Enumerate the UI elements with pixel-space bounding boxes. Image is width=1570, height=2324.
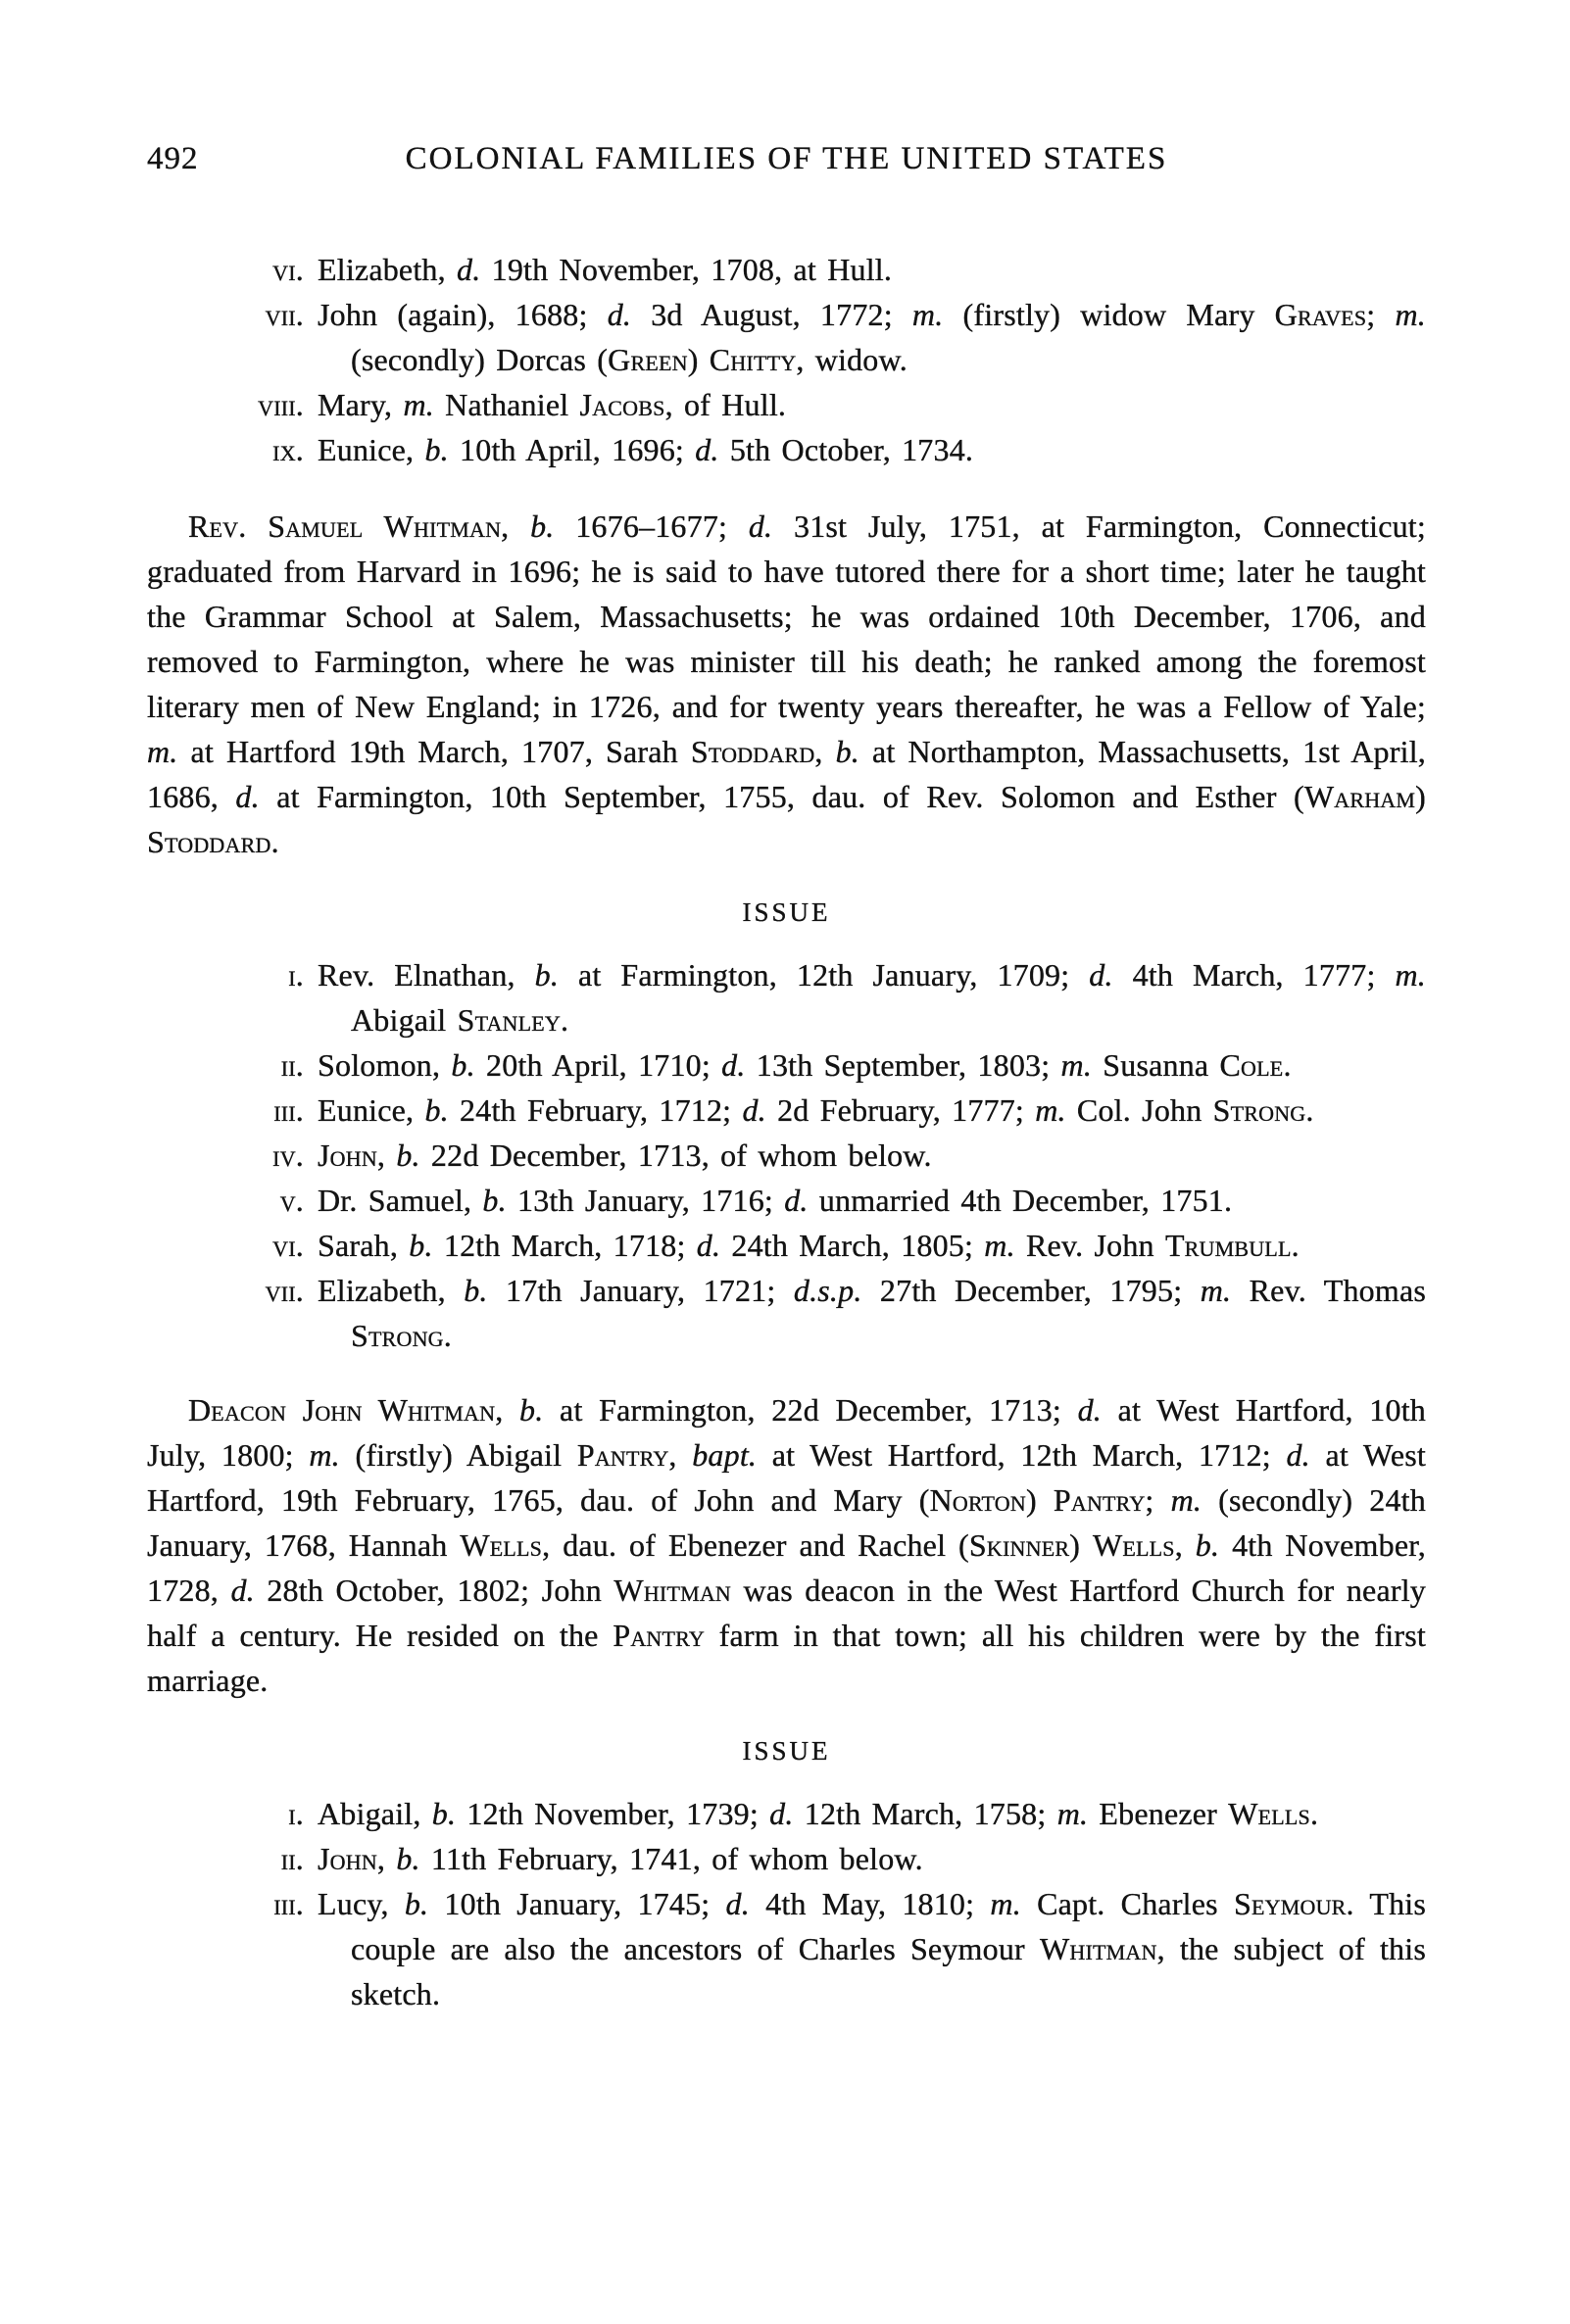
issue-list-continued [147,247,1426,472]
list-item [147,427,1426,472]
item-numeral: ix. [272,432,304,467]
list-item [147,292,1426,382]
item-numeral: i. [288,1796,304,1831]
item-numeral: vi. [272,252,304,287]
list-item [147,1042,1426,1088]
item-numeral: iv. [272,1138,304,1173]
item-numeral: vi. [272,1228,304,1263]
list-item [147,1791,1426,1836]
page-number: 492 [147,141,199,176]
item-text: Eunice, b. 24th February, 1712; d. 2d February, 1777; m. Col. John Strong. [318,1092,1314,1128]
john-whitman-biography-paragraph: Deacon John Whitman, b. at Farmington, 22d December, 1713; d. at West Hartford, 10th July, 1800; m. (firstly) Abigail Pantry, bapt. at West Hartford, 12th March, 1712; d. at West Hartford, 19th February, 1765, dau. of John and Mary (Norton) Pantry; m. (secondly) 24th January, 1768, Hannah Wells, dau. of Ebenezer and Rachel (Skinner) Wells, b. 4th November, 1728, d. 28th October, 1802; John Whitman was deacon in the West Hartford Church for nearly half a century. He resided on the Pantry farm in that town; all his children were by the first marriage. [147,1392,1427,1698]
john-issue-list [147,1791,1426,2016]
item-numeral: i. [288,957,304,993]
item-text: Abigail, b. 12th November, 1739; d. 12th March, 1758; m. Ebenezer Wells. [318,1796,1319,1831]
list-item [147,1836,1426,1881]
list-item [147,1223,1426,1268]
item-text: Lucy, b. 10th January, 1745; d. 4th May, 1810; m. Capt. Charles Seymour. This couple are also the ancestors of Charles Seymour Whitman, the subject of this sketch. [318,1886,1427,2011]
list-item [147,1268,1426,1358]
item-text: John, b. 11th February, 1741, of whom below. [318,1841,923,1876]
item-numeral: vii. [265,297,304,332]
item-numeral: viii. [258,387,304,422]
samuel-issue-list [147,952,1426,1358]
list-item [147,1881,1426,2016]
list-item [147,1088,1426,1133]
item-text: Dr. Samuel, b. 13th January, 1716; d. unmarried 4th December, 1751. [318,1183,1233,1218]
item-text: John (again), 1688; d. 3d August, 1772; m. (firstly) widow Mary Graves; m. (secondly) Dorcas (Green) Chitty, widow. [318,297,1426,377]
issue-heading-john: ISSUE [742,1736,831,1766]
item-numeral: iii. [273,1092,304,1128]
item-text: Eunice, b. 10th April, 1696; d. 5th October, 1734. [318,432,974,467]
item-text: Sarah, b. 12th March, 1718; d. 24th March, 1805; m. Rev. John Trumbull. [318,1228,1300,1263]
list-item [147,247,1426,292]
item-numeral: iii. [273,1886,304,1921]
running-header: COLONIAL FAMILIES OF THE UNITED STATES [405,141,1168,176]
item-numeral: vii. [265,1273,304,1308]
page-header [147,139,1426,178]
item-text: Rev. Elnathan, b. at Farmington, 12th January, 1709; d. 4th March, 1777; m. Abigail Stanley. [318,957,1426,1038]
item-numeral: v. [279,1183,304,1218]
item-text: Solomon, b. 20th April, 1710; d. 13th September, 1803; m. Susanna Cole. [318,1047,1292,1083]
item-text: Elizabeth, d. 19th November, 1708, at Hull. [318,252,893,287]
issue-heading-samuel: ISSUE [742,897,831,927]
item-numeral: ii. [280,1841,304,1876]
item-numeral: ii. [280,1047,304,1083]
list-item [147,952,1426,1042]
list-item [147,1133,1426,1178]
samuel-whitman-biography-paragraph: Rev. Samuel Whitman, b. 1676–1677; d. 31st July, 1751, at Farmington, Connecticut; graduated from Harvard in 1696; he is said to have tutored there for a short time; later he taught the Grammar School at Salem, Massachusetts; he was ordained 10th December, 1706, and removed to Farmington, where he was minister till his death; he ranked among the foremost literary men of New England; in 1726, and for twenty years thereafter, he was a Fellow of Yale; m. at Hartford 19th March, 1707, Sarah Stoddard, b. at Northampton, Massachusetts, 1st April, 1686, d. at Farmington, 10th September, 1755, dau. of Rev. Solomon and Esther (Warham) Stoddard. [147,508,1426,859]
item-text: Elizabeth, b. 17th January, 1721; d.s.p. 27th December, 1795; m. Rev. Thomas Strong. [318,1273,1427,1353]
list-item [147,1178,1426,1223]
item-text: Mary, m. Nathaniel Jacobs, of Hull. [318,387,787,422]
item-text: John, b. 22d December, 1713, of whom below. [318,1138,932,1173]
list-item [147,382,1426,427]
